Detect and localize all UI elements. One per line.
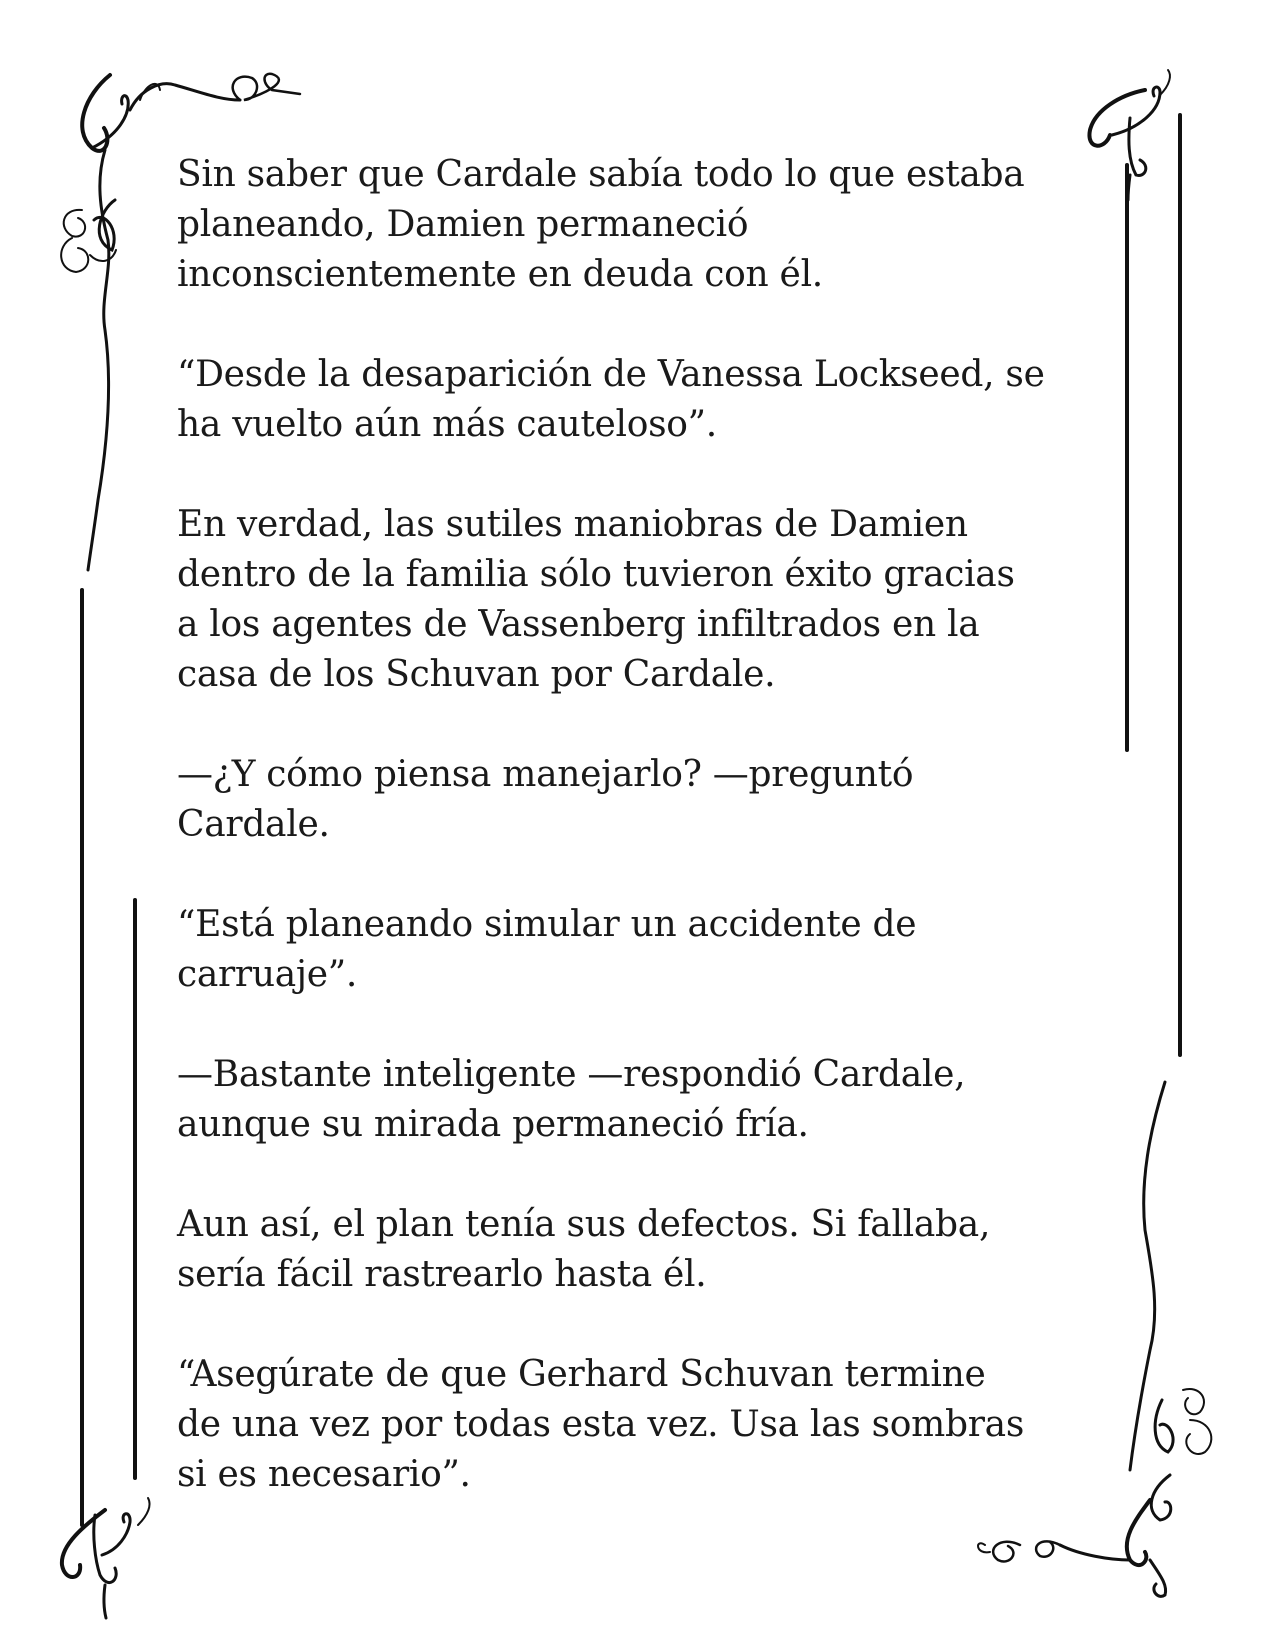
paragraph-3 xyxy=(177,500,1107,700)
text-line: “Está planeando simular un accidente de xyxy=(177,904,917,945)
text-line: ha vuelto aún más cauteloso”. xyxy=(177,404,717,445)
text-line: inconscientemente en deuda con él. xyxy=(177,254,823,295)
paragraph-6 xyxy=(177,1050,1107,1150)
text-line: aunque su mirada permaneció fría. xyxy=(177,1104,809,1145)
text-line: Cardale. xyxy=(177,804,330,845)
text-line: “Desde la desaparición de Vanessa Lockseed, se xyxy=(177,354,1045,395)
paragraph-2 xyxy=(177,350,1107,450)
text-line: En verdad, las sutiles maniobras de Damien xyxy=(177,504,968,545)
paragraph-1 xyxy=(177,150,1107,300)
text-line: dentro de la familia sólo tuvieron éxito gracias xyxy=(177,554,1015,595)
text-line: —Bastante inteligente —respondió Cardale, xyxy=(177,1054,966,1095)
text-line: —¿Y cómo piensa manejarlo? —preguntó xyxy=(177,754,914,795)
paragraph-4 xyxy=(177,750,1107,850)
paragraph-7 xyxy=(177,1200,1107,1300)
text-line: carruaje”. xyxy=(177,954,358,995)
story-text xyxy=(177,150,1107,1550)
text-line: casa de los Schuvan por Cardale. xyxy=(177,654,776,695)
text-line: Aun así, el plan tenía sus defectos. Si fallaba, xyxy=(177,1204,991,1245)
flourish-bottom-left-icon xyxy=(62,1498,150,1618)
text-line: sería fácil rastrearlo hasta él. xyxy=(177,1254,707,1295)
text-line: si es necesario”. xyxy=(177,1454,471,1495)
paragraph-8 xyxy=(177,1350,1107,1500)
text-line: planeando, Damien permaneció xyxy=(177,204,749,245)
text-line: a los agentes de Vassenberg infiltrados en la xyxy=(177,604,980,645)
paragraph-5 xyxy=(177,900,1107,1000)
text-line: “Asegúrate de que Gerhard Schuvan termine xyxy=(177,1354,986,1395)
text-line: de una vez por todas esta vez. Usa las sombras xyxy=(177,1404,1025,1445)
text-line: Sin saber que Cardale sabía todo lo que estaba xyxy=(177,154,1025,195)
